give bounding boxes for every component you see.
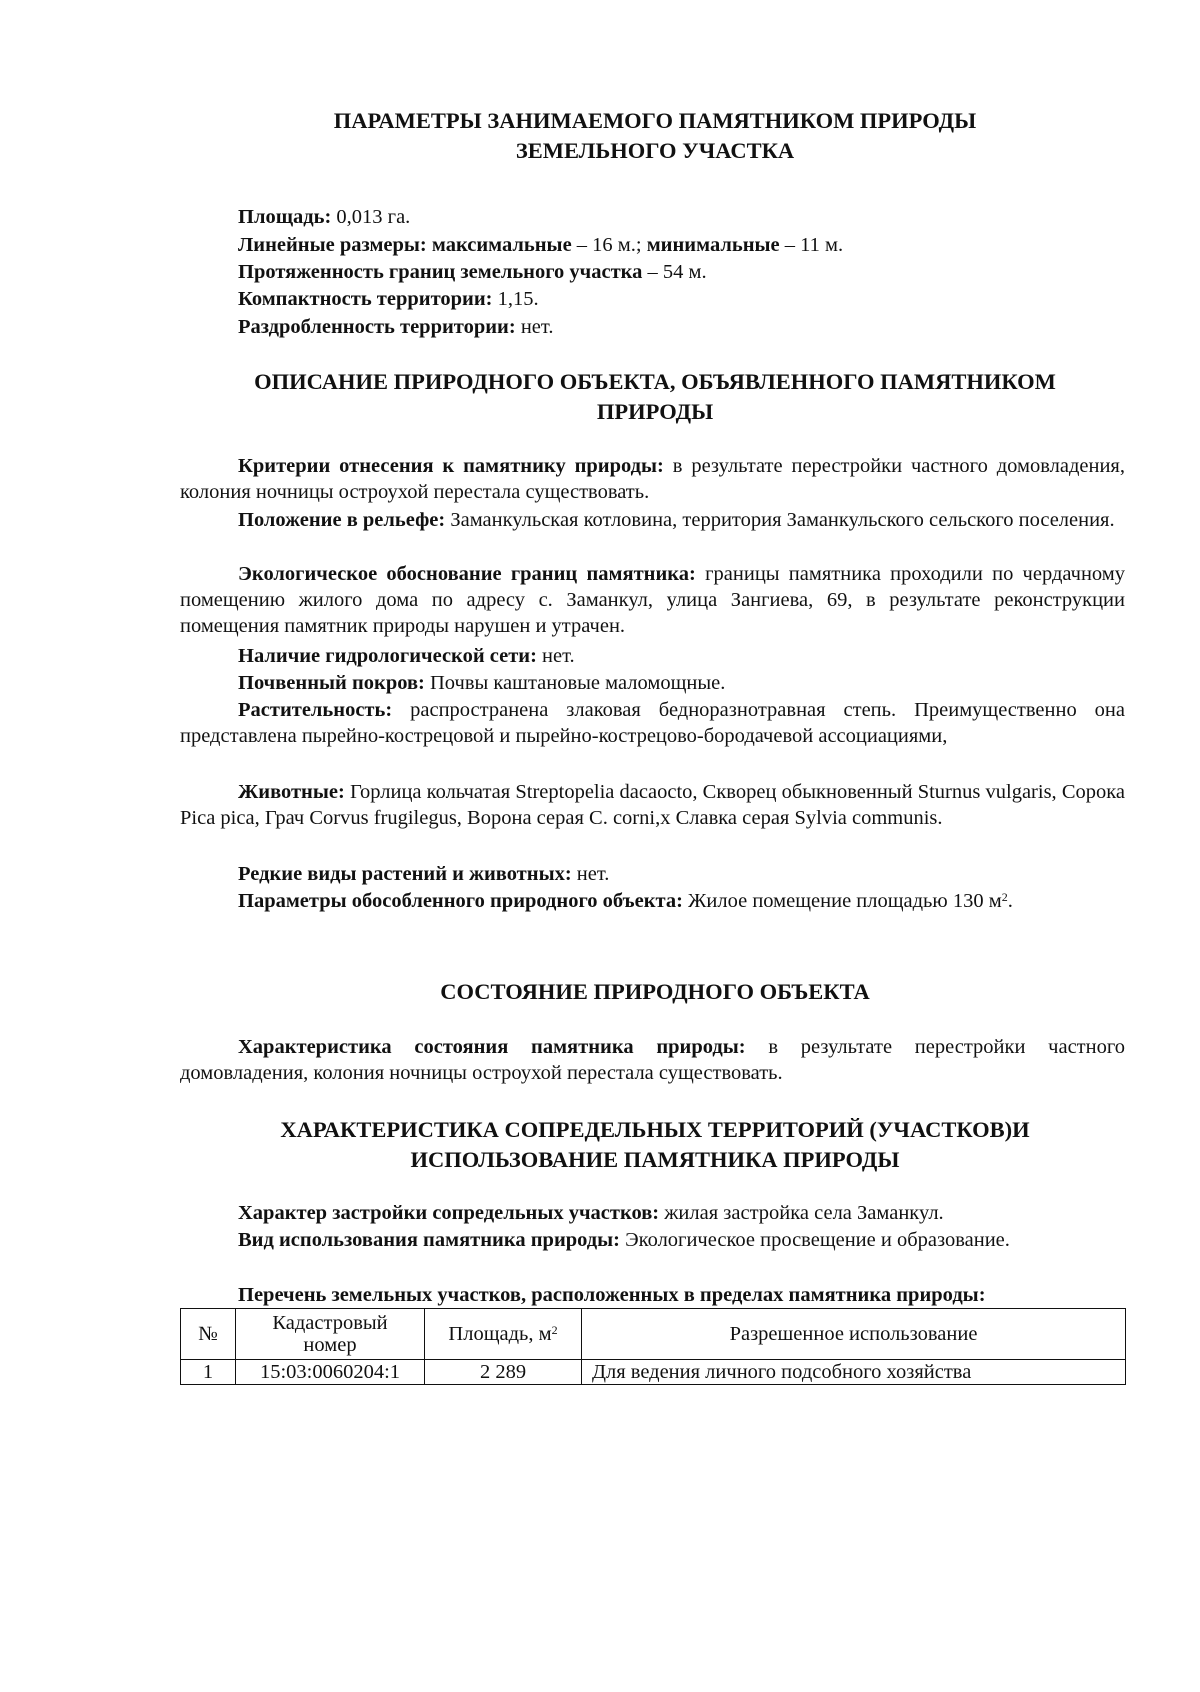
border-value: – 54 м.	[647, 261, 707, 283]
section2-title-line1: ОПИСАНИЕ ПРИРОДНОГО ОБЪЕКТА, ОБЪЯВЛЕННОГО ПАМЯТНИКОМ	[254, 369, 1056, 394]
area-label: Площадь:	[238, 206, 332, 228]
rare-label: Редкие виды растений и животных:	[238, 863, 572, 885]
header-area-sup: 2	[551, 1323, 558, 1337]
fragment-value: нет.	[520, 316, 554, 338]
compact-label: Компактность территории:	[238, 288, 493, 310]
soil-text: Почвы каштановые маломощные.	[430, 672, 726, 694]
criteria-text: в результате перестройки частного домовладения, колония ночницы остроухой перестала существовать.	[180, 455, 1125, 503]
relief-paragraph	[180, 507, 1125, 533]
build-text: жилая застройка села Заманкул.	[664, 1202, 944, 1224]
compact-line	[238, 286, 539, 312]
area-line	[238, 204, 410, 230]
state-text: в результате перестройки частного домовладения, колония ночницы остроухой перестала существовать.	[180, 1036, 1126, 1084]
rare-paragraph	[180, 861, 1125, 887]
section2-title	[180, 367, 1130, 427]
list-label: Перечень земельных участков, расположенных в пределах памятника природы:	[238, 1284, 986, 1306]
params-end: .	[1007, 890, 1013, 912]
animals-paragraph	[180, 779, 1125, 831]
relief-text: Заманкульская котловина, территория Заманкульского сельского поселения.	[450, 509, 1115, 531]
area-value: 0,013 га.	[336, 206, 411, 228]
header-number: №	[181, 1309, 236, 1360]
state-paragraph	[180, 1034, 1125, 1086]
cell-usage: Для ведения личного подсобного хозяйства	[582, 1360, 1126, 1385]
list-paragraph	[180, 1282, 1125, 1308]
hydro-paragraph	[180, 643, 1125, 669]
section4-title-line2: ИСПОЛЬЗОВАНИЕ ПАМЯТНИКА ПРИРОДЫ	[410, 1147, 900, 1172]
linear-min-label: минимальные	[646, 234, 780, 256]
state-label: Характеристика состояния памятника природы:	[238, 1036, 746, 1058]
use-paragraph	[180, 1227, 1125, 1253]
linear-max: – 16 м.;	[576, 234, 642, 256]
use-label: Вид использования памятника природы:	[238, 1229, 621, 1251]
linear-min: – 11 м.	[784, 234, 844, 256]
land-plots-table	[180, 1308, 1126, 1385]
criteria-label: Критерии отнесения к памятнику природы:	[238, 455, 664, 477]
table-row	[181, 1360, 1126, 1385]
table-header-row	[181, 1309, 1126, 1360]
soil-paragraph	[180, 670, 1125, 696]
header-area	[425, 1309, 582, 1360]
fragment-line	[238, 314, 553, 340]
header-area-text: Площадь, м	[448, 1323, 552, 1345]
cell-cadastral: 15:03:0060204:1	[236, 1360, 425, 1385]
rare-text: нет.	[576, 863, 610, 885]
relief-label: Положение в рельефе:	[238, 509, 446, 531]
vegetation-text: распространена злаковая бедноразнотравная степь. Преимущественно она представлена пырейно-кострецовой и пырейно-кострецово-бородачевой ассоциациями,	[180, 699, 1125, 747]
vegetation-paragraph	[180, 697, 1125, 749]
header-cadastral-text: Кадастровый номер	[272, 1312, 388, 1356]
animals-label: Животные:	[238, 781, 345, 803]
animals-text: Горлица кольчатая Streptopelia dacaocto, Скворец обыкновенный Sturnus vulgaris, Сорока Pica pica, Грач Corvus frugilegus, Ворона серая C. corni,x Славка серая Sylvia communis.	[180, 781, 1125, 829]
params-sup: 2	[1001, 890, 1008, 904]
soil-label: Почвенный покров:	[238, 672, 425, 694]
use-text: Экологическое просвещение и образование.	[625, 1229, 1010, 1251]
vegetation-label: Растительность:	[238, 699, 393, 721]
cell-area: 2 289	[425, 1360, 582, 1385]
linear-label: Линейные размеры: максимальные	[238, 234, 572, 256]
border-line	[238, 259, 707, 285]
section3-title-text: СОСТОЯНИЕ ПРИРОДНОГО ОБЪЕКТА	[440, 979, 870, 1004]
params-paragraph	[180, 888, 1125, 914]
eco-paragraph	[180, 561, 1125, 639]
eco-label: Экологическое обоснование границ памятника:	[238, 563, 696, 585]
compact-value: 1,15.	[497, 288, 539, 310]
section2-title-line2: ПРИРОДЫ	[596, 399, 714, 424]
section1-title	[180, 106, 1130, 166]
section1-title-line2: ЗЕМЕЛЬНОГО УЧАСТКА	[515, 138, 795, 163]
cell-number: 1	[181, 1360, 236, 1385]
section4-title-line1: ХАРАКТЕРИСТИКА СОПРЕДЕЛЬНЫХ ТЕРРИТОРИЙ (УЧАСТКОВ)И	[280, 1117, 1030, 1142]
header-cadastral	[236, 1309, 425, 1360]
linear-line	[238, 232, 843, 258]
eco-text: границы памятника проходили по чердачному помещению жилого дома по адресу с. Заманкул, улица Зангиева, 69, в результате реконструкции помещения памятник природы нарушен и утрачен.	[180, 563, 1126, 637]
section3-title	[180, 977, 1130, 1007]
build-paragraph	[180, 1200, 1125, 1226]
section4-title	[180, 1115, 1130, 1175]
hydro-text: нет.	[542, 645, 575, 667]
section1-title-line1: ПАРАМЕТРЫ ЗАНИМАЕМОГО ПАМЯТНИКОМ ПРИРОДЫ	[333, 108, 977, 133]
params-text: Жилое помещение площадью 130 м	[688, 890, 1002, 912]
header-usage: Разрешенное использование	[582, 1309, 1126, 1360]
fragment-label: Раздробленность территории:	[238, 316, 516, 338]
border-label: Протяженность границ земельного участка	[238, 261, 643, 283]
build-label: Характер застройки сопредельных участков:	[238, 1202, 660, 1224]
params-label: Параметры обособленного природного объекта:	[238, 890, 683, 912]
criteria-paragraph	[180, 453, 1125, 505]
hydro-label: Наличие гидрологической сети:	[238, 645, 537, 667]
